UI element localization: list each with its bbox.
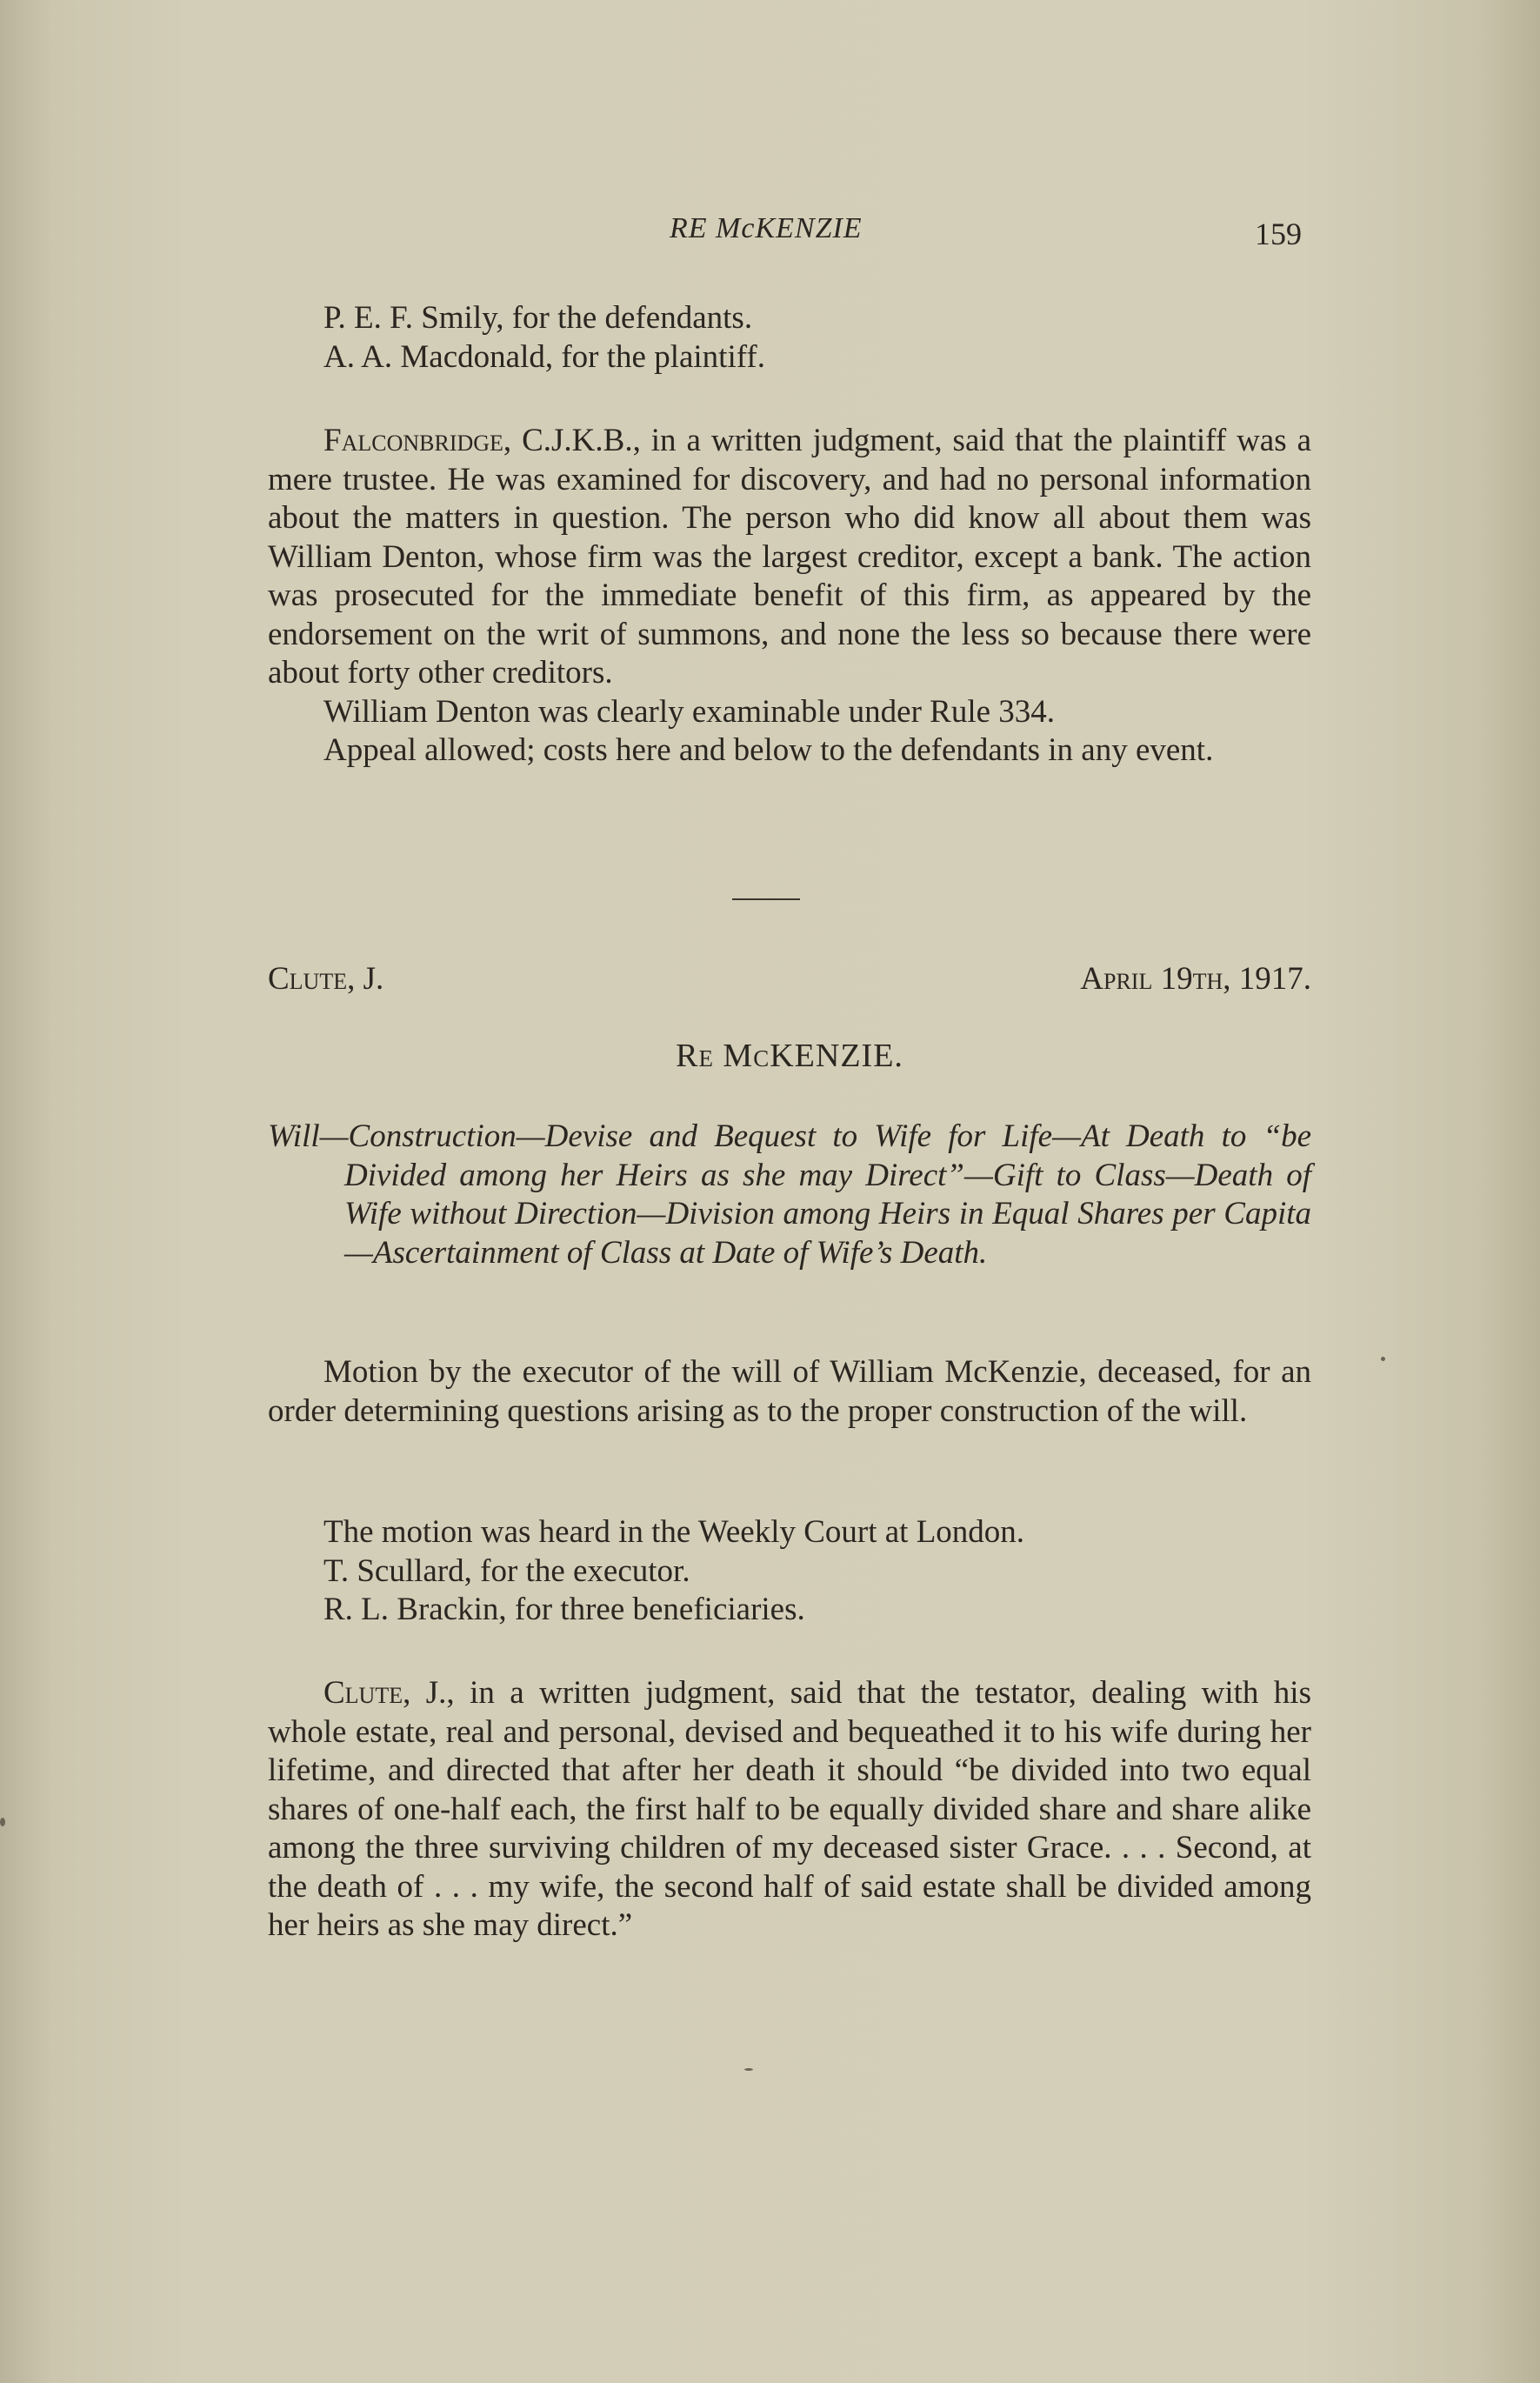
headnote-text: Will—Construction—Devise and Bequest to Wife for Life—At Death to “be Divided among her Heirs as she may Direct”—Gift to Class—Death of Wife without Direction—Division among Heirs in Equal Shares per Capita—Ascertainment of Class at Date of Wife’s Death. — [268, 1118, 1311, 1271]
judgment-text: , C.J.K.B., in a written judgment, said that the plaintiff was a mere trustee. He was examined for discovery, and had no personal information about the matters in question. The person who did know all about them was William Denton, whose firm was the largest creditor, except a bank. The action was prosecuted for the immediate benefit of this firm, as appeared by the endorsement on the writ of summons, and none the less so because there were about forty other creditors. — [268, 423, 1311, 691]
judgment-falconbridge — [268, 422, 1311, 771]
judgment-paragraph: William Denton was clearly examinable under Rule 334. — [323, 693, 1056, 730]
hearing-line: R. L. Brackin, for three beneficiaries. — [323, 1592, 805, 1627]
counsel-line: A. A. Macdonald, for the plaintiff. — [323, 338, 765, 375]
case-judge: Clute, J. — [268, 961, 384, 997]
case-date: April 19th, 1917. — [1080, 961, 1311, 997]
hearing-line: T. Scullard, for the executor. — [323, 1552, 690, 1589]
judgment-text: , J., in a written judgment, said that the testator, dealing with his whole estate, real and personal, devised and bequeathed it to his wife during her lifetime, and directed that after her death it should “be divided into two equal shares of one-half each, the first half to be equally divided share and share alike among the three surviving children of my deceased sister Grace. . . . Second, at the death of . . . my wife, the second half of said estate shall be divided among her heirs as she may direct.” — [268, 1675, 1311, 1943]
motion-paragraph — [268, 1353, 1311, 1431]
paper-speck — [0, 1818, 5, 1826]
hearing-line: The motion was heard in the Weekly Court at London. — [323, 1514, 1025, 1550]
judge-name: Clute — [323, 1675, 403, 1711]
judge-name: Falconbridge — [323, 423, 503, 458]
running-title: RE McKENZIE — [670, 212, 863, 244]
judgment-paragraph — [268, 422, 1311, 693]
page-number: 159 — [1255, 217, 1302, 251]
paper-speck — [744, 2068, 753, 2071]
counsel-list-top — [268, 299, 1311, 377]
judgment-paragraph: Appeal allowed; costs here and below to the defendants in any event. — [323, 732, 1214, 768]
section-divider — [732, 898, 800, 900]
counsel-line: P. E. F. Smily, for the defendants. — [323, 300, 753, 336]
judgment-paragraph — [268, 1674, 1311, 1946]
headnote — [268, 1118, 1311, 1272]
judgment-clute — [268, 1674, 1311, 1946]
case-title: Re McKENZIE. — [676, 1038, 903, 1074]
case-dateline — [268, 960, 1311, 998]
hearing-info — [268, 1513, 1311, 1630]
motion-text: Motion by the executor of the will of William McKenzie, deceased, for an order determining questions arising as to the proper construction of the will. — [268, 1354, 1311, 1429]
paper-speck — [1381, 1357, 1385, 1361]
